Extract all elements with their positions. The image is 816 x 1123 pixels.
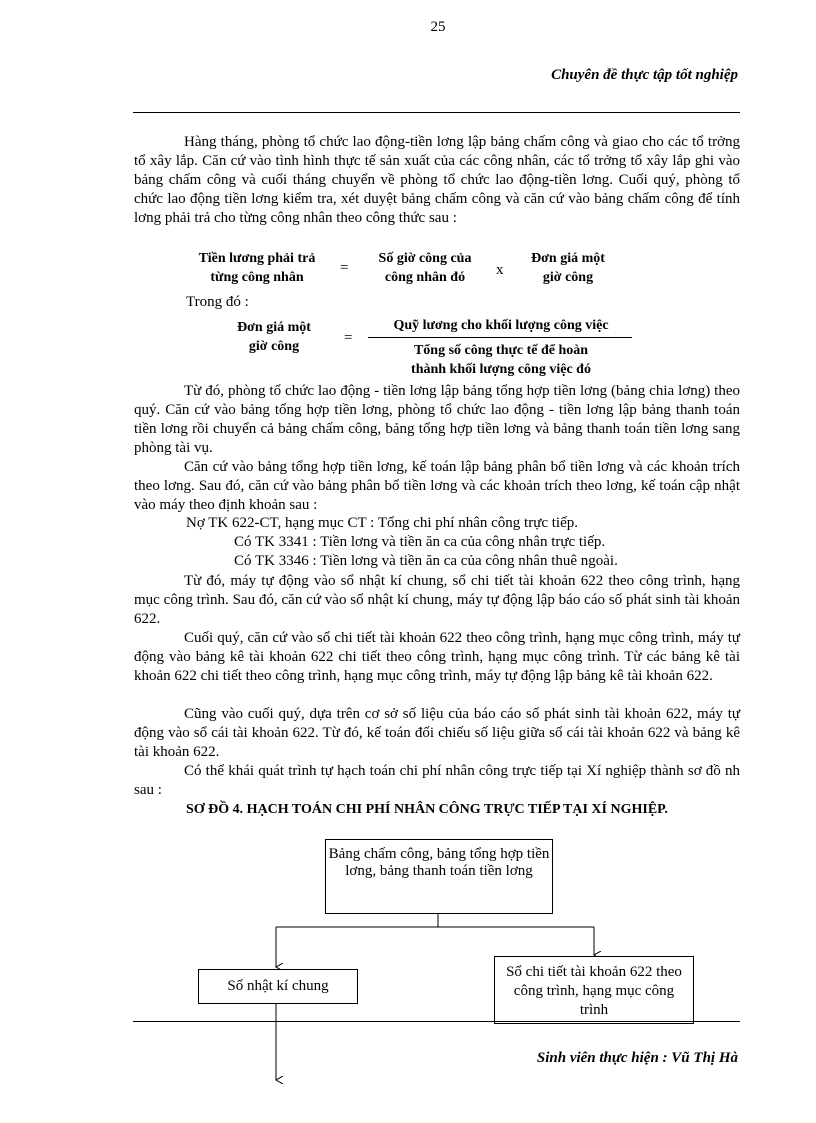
paragraph-7: Có thể khái quát trình tự hạch toán chi phí nhân công trực tiếp tại Xí nghiệp thành sơ đồ nh sau : bbox=[134, 763, 740, 798]
header-title: Chuyên đề thực tập tốt nghiệp bbox=[551, 67, 738, 83]
formula1-lhs-line2: từng công nhân bbox=[210, 270, 304, 285]
page-number: 25 bbox=[430, 19, 446, 35]
formula2-numerator: Quỹ lương cho khối lượng công việc bbox=[393, 318, 609, 333]
formula1-term2-line2: giờ công bbox=[542, 270, 594, 285]
formula2-denominator-line1: Tổng số công thực tế để hoàn bbox=[413, 343, 589, 358]
formula2-lhs-line1: Đơn giá một bbox=[237, 320, 311, 335]
paragraph-6: Cũng vào cuối quý, dựa trên cơ sở số liệu của báo cáo số phát sinh tài khoản 622, máy tự động vào sổ cái tài khoản 622. Từ đó, kế toán đối chiếu số liệu giữa sổ cái tài khoản 622 và bảng kê tài khoản 622. bbox=[134, 706, 740, 760]
credit-entry-1: Có TK 3341 : Tiền lơng và tiền ăn ca của công nhân trực tiếp. bbox=[234, 534, 606, 550]
debit-entry: Nợ TK 622-CT, hạng mục CT : Tổng chi phí nhân công trực tiếp. bbox=[186, 515, 578, 531]
footer-student: Sinh viên thực hiện : Vũ Thị Hà bbox=[536, 1050, 738, 1066]
formula2-equals: = bbox=[344, 330, 353, 346]
paragraph-2: Từ đó, phòng tổ chức lao động - tiền lơng lập bảng tổng hợp tiền lơng (bảng chia lơng) theo quý. Căn cứ vào bảng tổng hợp tiền lơng, phòng tổ chức lao động - tiền lơng lập bảng thanh toán tiền lơng rồi chuyển cả bảng chấm công, bảng tổng hợp tiền lơng và bảng thanh toán tiền lơng sang phòng tài vụ. bbox=[134, 383, 740, 456]
box-timesheet: Bảng chấm công, bảng tổng hợp tiền lơng, bảng thanh toán tiền lơng bbox=[325, 839, 553, 914]
trong-do-label: Trong đó : bbox=[186, 294, 249, 310]
formula2-denominator-line2: thành khối lượng công việc đó bbox=[411, 362, 591, 377]
formula1-term1-line1: Số giờ công của bbox=[378, 251, 472, 266]
diagram-title: SƠ ĐỒ 4. HẠCH TOÁN CHI PHÍ NHÂN CÔNG TRỰC TIẾP TẠI XÍ NGHIỆP. bbox=[186, 802, 668, 817]
paragraph-4: Từ đó, máy tự động vào sổ nhật kí chung, sổ chi tiết tài khoản 622 theo công trình, hạng mục công trình. Sau đó, căn cứ vào sổ nhật kí chung, máy tự động lập báo cáo số phát sinh tài khoản 622. bbox=[134, 573, 740, 627]
footer-rule bbox=[133, 1021, 740, 1022]
box-general-journal: Sổ nhật kí chung bbox=[198, 969, 358, 1004]
paragraph-1: Hàng tháng, phòng tổ chức lao động-tiền lơng lập bảng chấm công và giao cho các tổ trởng tổ xây lắp. Căn cứ vào tình hình thực tế sản xuất của các công nhân, các tổ trởng tổ xây lắp ghi vào bảng chấm công và cuối tháng chuyển về phòng tổ chức lao động-tiền lơng. Cuối quý, phòng tổ chức lao động tiền lơng kiểm tra, xét duyệt bảng chấm công và căn cứ vào bảng chấm công để tính lơng phải trả cho từng công nhân theo công thức sau : bbox=[134, 134, 740, 226]
credit-entry-2: Có TK 3346 : Tiền lơng và tiền ăn ca của công nhân thuê ngoài. bbox=[234, 553, 618, 569]
formula1-lhs-line1: Tiền lương phải trả bbox=[198, 251, 316, 266]
formula1-times: x bbox=[496, 262, 504, 278]
formula1-term1-line2: công nhân đó bbox=[384, 270, 466, 285]
paragraph-5: Cuối quý, căn cứ vào sổ chi tiết tài khoản 622 theo công trình, hạng mục công trình, máy tự động vào bảng kê tài khoản 622 chi tiết theo công trình, hạng mục công trình. Từ các bảng kê tài khoản 622 chi tiết theo công trình, hạng mục công trình, máy tự động lập bảng kê tài khoản 622. bbox=[134, 630, 740, 684]
box-detail-ledger-622: Sổ chi tiết tài khoản 622 theo công trình, hạng mục công trình bbox=[494, 956, 694, 1024]
formula2-lhs-line2: giờ công bbox=[248, 339, 300, 354]
formula1-term2-line1: Đơn giá một bbox=[531, 251, 605, 266]
formula1-equals: = bbox=[340, 260, 349, 276]
paragraph-3: Căn cứ vào bảng tổng hợp tiền lơng, kế toán lập bảng phân bổ tiền lơng và các khoản trích theo lơng. Sau đó, căn cứ vào bảng phân bổ tiền lơng và các khoản trích theo lơng, kế toán cập nhật vào máy theo định khoản sau : bbox=[134, 459, 740, 513]
